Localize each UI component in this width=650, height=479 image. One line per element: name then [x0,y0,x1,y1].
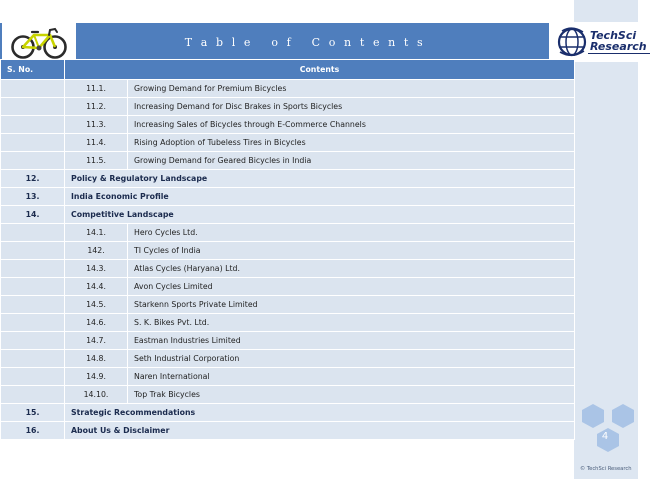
subsection-title: Naren International [128,368,575,386]
copyright-text: © TechSci Research [580,466,632,472]
subsection-number: 14.4. [65,278,128,296]
empty-number-cell [1,98,65,116]
column-header-contents: Contents [65,60,575,80]
subsection-title: Growing Demand for Premium Bicycles [128,80,575,98]
subsection-title: Increasing Demand for Disc Brakes in Sports Bicycles [128,98,575,116]
subsection-title: Top Trak Bicycles [128,386,575,404]
table-row [1,278,575,296]
table-row [1,332,575,350]
section-number: 15. [1,404,65,422]
empty-number-cell [1,116,65,134]
table-row [1,386,575,404]
table-row [1,206,575,224]
section-number: 14. [1,206,65,224]
subsection-number: 14.1. [65,224,128,242]
table-row [1,80,575,98]
subsection-number: 14.3. [65,260,128,278]
subsection-number: 11.4. [65,134,128,152]
contents-table [0,59,575,440]
subsection-title: S. K. Bikes Pvt. Ltd. [128,314,575,332]
table-row [1,350,575,368]
subsection-number: 14.9. [65,368,128,386]
logo-line-1: TechSci [590,29,637,42]
page-title: T a b l e o f C o n t e n t s [184,36,426,49]
subsection-number: 14.6. [65,314,128,332]
subsection-number: 142. [65,242,128,260]
subsection-title: Avon Cycles Limited [128,278,575,296]
table-row [1,296,575,314]
table-row [1,152,575,170]
section-title: Strategic Recommendations [65,404,575,422]
subsection-title: Eastman Industries Limited [128,332,575,350]
section-title: India Economic Profile [65,188,575,206]
table-row [1,260,575,278]
empty-number-cell [1,224,65,242]
subsection-number: 14.8. [65,350,128,368]
empty-number-cell [1,134,65,152]
subsection-title: Increasing Sales of Bicycles through E-Commerce Channels [128,116,575,134]
table-row [1,170,575,188]
table-row [1,368,575,386]
empty-number-cell [1,332,65,350]
section-title: About Us & Disclaimer [65,422,575,440]
table-body [1,80,575,440]
subsection-title: Rising Adoption of Tubeless Tires in Bicycles [128,134,575,152]
subsection-title: TI Cycles of India [128,242,575,260]
empty-number-cell [1,242,65,260]
table-row [1,188,575,206]
table-row [1,134,575,152]
table-row [1,98,575,116]
empty-number-cell [1,350,65,368]
subsection-number: 11.3. [65,116,128,134]
section-number: 16. [1,422,65,440]
logo-line-2: Research [590,40,647,53]
subsection-number: 11.1. [65,80,128,98]
table-row [1,404,575,422]
empty-number-cell [1,386,65,404]
table-row [1,116,575,134]
empty-number-cell [1,314,65,332]
section-number: 13. [1,188,65,206]
section-number: 12. [1,170,65,188]
subsection-number: 14.7. [65,332,128,350]
empty-number-cell [1,296,65,314]
table-row [1,242,575,260]
table-row [1,422,575,440]
globe-logo-icon [555,23,589,61]
subsection-number: 11.5. [65,152,128,170]
section-title: Competitive Landscape [65,206,575,224]
empty-number-cell [1,80,65,98]
subsection-title: Seth Industrial Corporation [128,350,575,368]
page-number: 4 [601,431,609,442]
bicycle-image [2,22,76,62]
subsection-number: 14.10. [65,386,128,404]
table-row [1,314,575,332]
table-row [1,224,575,242]
subsection-number: 11.2. [65,98,128,116]
subsection-title: Hero Cycles Ltd. [128,224,575,242]
subsection-number: 14.5. [65,296,128,314]
empty-number-cell [1,260,65,278]
empty-number-cell [1,152,65,170]
bicycle-icon [10,24,68,60]
techsci-logo [549,22,647,62]
column-header-sno: S. No. [1,60,65,80]
empty-number-cell [1,368,65,386]
subsection-title: Growing Demand for Geared Bicycles in India [128,152,575,170]
subsection-title: Starkenn Sports Private Limited [128,296,575,314]
table-header-row [1,60,575,80]
empty-number-cell [1,278,65,296]
section-title: Policy & Regulatory Landscape [65,170,575,188]
subsection-title: Atlas Cycles (Haryana) Ltd. [128,260,575,278]
